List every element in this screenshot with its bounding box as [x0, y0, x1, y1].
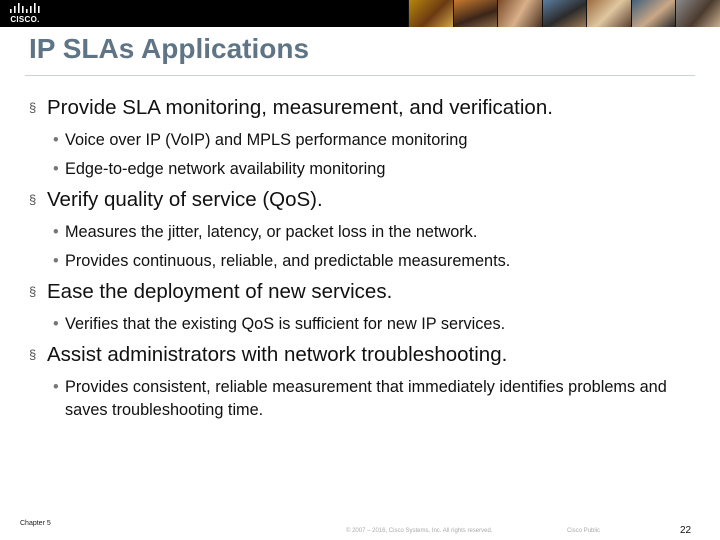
square-bullet-icon: § [29, 100, 37, 115]
person-photo-1 [408, 0, 453, 27]
footer-copyright: © 2007 – 2016, Cisco Systems, Inc. All rights reserved. [346, 528, 493, 534]
main-bullet [29, 342, 689, 368]
footer-classification: Cisco Public [567, 528, 601, 534]
dot-bullet-icon: • [53, 223, 59, 241]
sub-bullet-text: Edge-to-edge network availability monitoring [65, 160, 386, 178]
main-bullet [29, 95, 689, 121]
slide-body [29, 95, 689, 422]
dot-bullet-icon: • [53, 160, 59, 178]
sub-bullet-text: Voice over IP (VoIP) and MPLS performance monitoring [65, 131, 468, 149]
sub-bullet [53, 376, 689, 422]
sub-bullet-text: Measures the jitter, latency, or packet loss in the network. [65, 223, 478, 241]
footer-chapter: Chapter 5 [20, 520, 51, 527]
square-bullet-icon: § [29, 347, 37, 362]
square-bullet-icon: § [29, 284, 37, 299]
dot-bullet-icon: • [53, 315, 59, 333]
sub-bullet [53, 129, 689, 152]
square-bullet-icon: § [29, 192, 37, 207]
sub-bullet [53, 313, 689, 336]
sub-bullet-text: Verifies that the existing QoS is sufficient for new IP services. [65, 315, 506, 333]
main-bullet-text: Verify quality of service (QoS). [47, 188, 323, 211]
main-bullet [29, 279, 689, 305]
sub-bullet [53, 221, 689, 244]
dot-bullet-icon: • [53, 378, 59, 396]
cisco-logo [8, 3, 42, 24]
header-band [0, 0, 720, 27]
person-photo-6 [631, 0, 676, 27]
person-photo-7 [675, 0, 720, 27]
header-photo-strip [408, 0, 720, 27]
title-divider [25, 75, 695, 76]
person-photo-2 [453, 0, 498, 27]
main-bullet-text: Assist administrators with network troubleshooting. [47, 343, 508, 366]
dot-bullet-icon: • [53, 131, 59, 149]
slide-title: IP SLAs Applications [29, 33, 310, 64]
main-bullet-text: Provide SLA monitoring, measurement, and verification. [47, 96, 553, 119]
person-photo-4 [542, 0, 587, 27]
sub-bullet-text: Provides consistent, reliable measurement that immediately identifies problems and saves troubleshooting time. [65, 378, 667, 419]
person-photo-3 [497, 0, 542, 27]
sub-bullet [53, 158, 689, 181]
main-bullet [29, 187, 689, 213]
sub-bullet [53, 250, 689, 273]
person-photo-5 [586, 0, 631, 27]
logo-wordmark: CISCO. [10, 15, 40, 24]
main-bullet-text: Ease the deployment of new services. [47, 280, 393, 303]
cisco-bars-icon [8, 3, 42, 15]
dot-bullet-icon: • [53, 252, 59, 270]
sub-bullet-text: Provides continuous, reliable, and predictable measurements. [65, 252, 511, 270]
page-number: 22 [680, 525, 692, 536]
